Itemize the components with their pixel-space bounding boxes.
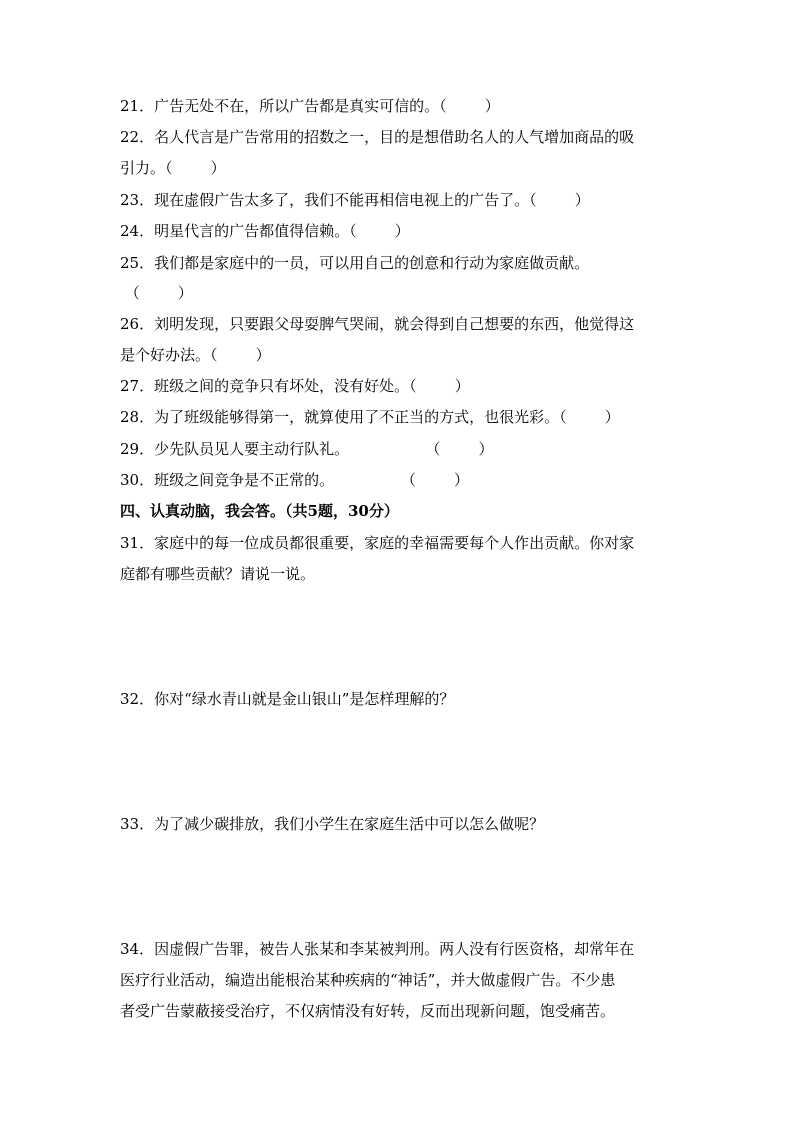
question-22-line-2: 引力。（ ）	[120, 159, 226, 177]
question-29: 29．少先队员见人要主动行队礼。 （ ）	[120, 440, 494, 458]
question-32: 32．你对“绿水青山就是金山银山”是怎样理解的？	[120, 690, 455, 708]
question-34-line-3: 者受广告蒙蔽接受治疗，不仅病情没有好转，反而出现新问题，饱受痛苦。	[120, 1002, 616, 1020]
question-27: 27．班级之间的竞争只有坏处，没有好处。（ ）	[120, 377, 470, 395]
question-21: 21．广告无处不在，所以广告都是真实可信的。（ ）	[120, 97, 500, 115]
question-26-line-1: 26．刘明发现，只要跟父母耍脾气哭闹，就会得到自己想要的东西，他觉得这	[120, 315, 635, 333]
question-22-line-1: 22．名人代言是广告常用的招数之一，目的是想借助名人的人气增加商品的吸	[120, 128, 635, 146]
question-23: 23．现在虚假广告太多了，我们不能再相信电视上的广告了。（ ）	[120, 191, 590, 209]
question-28: 28．为了班级能够得第一，就算使用了不正当的方式，也很光彩。（ ）	[120, 408, 620, 426]
question-30: 30．班级之间竞争是不正常的。 （ ）	[120, 471, 469, 489]
question-25-line-1: 25．我们都是家庭中的一员，可以用自己的创意和行动为家庭做贡献。	[120, 254, 590, 272]
section-4-heading: 四、认真动脑，我会答。（共5题，30分）	[120, 502, 399, 520]
question-25-line-2: （ ）	[120, 284, 193, 302]
question-33: 33．为了减少碳排放，我们小学生在家庭生活中可以怎么做呢？	[120, 815, 545, 833]
question-24: 24．明星代言的广告都值得信赖。（ ）	[120, 222, 410, 240]
question-31-line-2: 庭都有哪些贡献？请说一说。	[120, 565, 316, 583]
question-34-line-1: 34．因虚假广告罪，被告人张某和李某被判刑。两人没有行医资格，却常年在	[120, 940, 635, 958]
question-26-line-2: 是个好办法。（ ）	[120, 346, 271, 364]
question-34-line-2: 医疗行业活动，编造出能根治某种疾病的“神话”，并大做虚假广告。不少患	[120, 971, 616, 989]
question-31-line-1: 31．家庭中的每一位成员都很重要，家庭的幸福需要每个人作出贡献。你对家	[120, 534, 635, 552]
